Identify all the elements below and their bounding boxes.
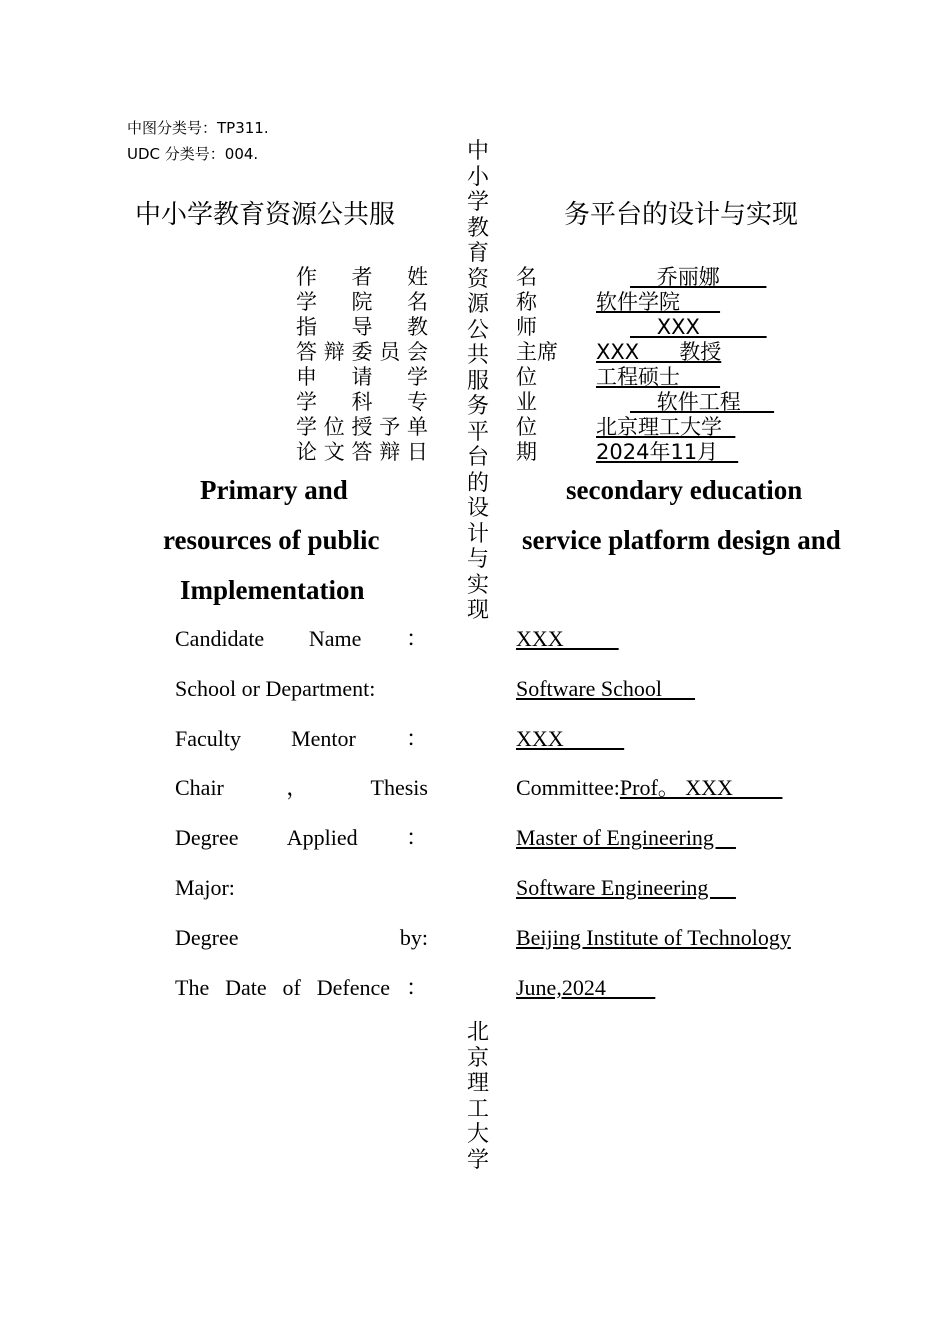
en-info-label — [175, 823, 428, 853]
en-info-label — [175, 923, 428, 953]
cn-info-label — [296, 265, 428, 290]
vertical-title-char: 平 — [466, 419, 489, 445]
vertical-school-char: 北 — [466, 1020, 489, 1045]
en-info-label-word: Mentor — [291, 725, 356, 751]
cn-info-label-char: 辩 — [323, 340, 345, 364]
vertical-title-char: 服 — [466, 368, 489, 394]
en-info-label — [175, 773, 428, 803]
cn-info-label-char: 指 — [296, 315, 317, 339]
cn-info-label-char: 予 — [379, 415, 401, 439]
vertical-title-char: 设 — [466, 496, 489, 521]
vertical-title-char: 实 — [466, 572, 489, 598]
cn-info-value: XXX — [630, 315, 767, 339]
cn-info-label-char: 者 — [351, 265, 373, 289]
en-info-row — [0, 724, 950, 754]
vertical-title-char: 中 — [466, 139, 489, 164]
en-info-value-group — [516, 973, 655, 1003]
cn-info-label-char: 申 — [296, 365, 317, 389]
cn-info-label — [296, 440, 428, 465]
en-info-label-word: ： — [405, 725, 428, 751]
en-info-label-word: ， — [286, 775, 309, 801]
cn-info-label — [296, 340, 428, 365]
title-en-left-line-3: Implementation — [180, 575, 365, 605]
cn-info-value: 2024年11月 — [596, 440, 739, 464]
vertical-school-char: 京 — [466, 1045, 489, 1071]
cn-info-value: 软件学院 — [596, 290, 721, 314]
en-info-value-group — [516, 724, 624, 754]
cn-info-label-char: 导 — [351, 315, 373, 339]
en-info-label-word: of — [282, 974, 301, 1000]
cn-info-label-tail: 业 — [516, 390, 537, 414]
cn-info-label — [296, 315, 428, 340]
cn-info-label-char: 日 — [407, 440, 428, 464]
udc-classification: UDC 分类号：004. — [127, 145, 259, 163]
cn-info-label-char: 请 — [351, 365, 373, 389]
cn-info-row — [0, 265, 950, 290]
title-cn-right: 务平台的设计与实现 — [564, 200, 799, 230]
en-info-label-word: Defence — [316, 974, 391, 1000]
en-info-value: Prof。 XXX — [619, 775, 783, 801]
cn-info-row — [0, 415, 950, 440]
vertical-title-char: 台 — [466, 445, 489, 470]
en-info-value: XXX — [516, 725, 625, 751]
en-info-row — [0, 674, 950, 704]
en-info-label-word: by: — [399, 924, 428, 950]
cn-info-label-char: 学 — [296, 415, 317, 439]
en-info-label — [175, 973, 428, 1003]
cn-info-label-char: 姓 — [407, 265, 428, 289]
vertical-title-char: 公 — [466, 317, 489, 343]
cn-info-value: 软件工程 — [630, 390, 775, 414]
cn-info-label-char: 院 — [351, 290, 373, 314]
cn-info-label-tail: 主席 — [516, 340, 558, 364]
en-info-label — [175, 724, 428, 754]
en-info-label-word: Applied — [286, 825, 358, 851]
title-en-right-line-2: service platform design and — [522, 525, 841, 555]
en-info-label-word: Name — [308, 626, 362, 651]
en-info-value: Software School — [516, 675, 696, 701]
cn-info-label-char: 专 — [407, 390, 428, 414]
vertical-school-char: 大 — [466, 1122, 489, 1147]
vertical-title-char: 现 — [466, 598, 489, 623]
en-info-label-word: School or Department: — [175, 675, 376, 701]
cn-info-label-char: 答 — [351, 440, 373, 464]
vertical-school-name — [464, 1020, 492, 1173]
vertical-title-char: 学 — [466, 190, 489, 215]
cn-info-label-char: 教 — [407, 315, 428, 339]
cn-info-label-char: 名 — [407, 290, 428, 314]
en-info-label-word: Major: — [175, 875, 235, 900]
en-info-row — [0, 823, 950, 853]
cn-info-label — [296, 390, 428, 415]
en-info-label — [175, 624, 428, 654]
cn-info-label-char: 辩 — [379, 440, 401, 464]
vertical-title-char: 教 — [466, 215, 489, 241]
cn-info-label-char: 论 — [296, 440, 317, 464]
cn-info-label-tail: 称 — [516, 290, 537, 314]
cn-info-label-tail: 位 — [516, 365, 537, 389]
vertical-title-char: 的 — [466, 470, 489, 496]
en-info-row — [0, 773, 950, 803]
vertical-title-char: 共 — [466, 343, 489, 368]
vertical-title-char: 资 — [466, 266, 489, 292]
title-en-left-line-1: Primary and — [200, 475, 348, 505]
cn-info-label — [296, 415, 428, 440]
en-info-label-word: Degree — [175, 825, 239, 851]
cn-info-label-char: 答 — [296, 340, 317, 364]
vertical-title-char: 源 — [466, 292, 489, 317]
cn-info-row — [0, 340, 950, 365]
title-cn-left: 中小学教育资源公共服 — [135, 200, 396, 230]
en-info-value: Software Engineering — [516, 875, 736, 900]
vertical-school-char: 学 — [466, 1147, 489, 1173]
cn-info-value: 乔丽娜 — [630, 265, 767, 289]
cn-info-row — [0, 365, 950, 390]
cn-info-value: XXX 教授 — [596, 340, 722, 364]
vertical-title-char: 育 — [466, 241, 489, 266]
cn-info-label-tail: 师 — [516, 315, 537, 339]
cn-info-label-char: 文 — [323, 440, 345, 464]
en-info-row — [0, 923, 950, 953]
cn-info-label-char: 科 — [351, 390, 373, 414]
en-info-label — [175, 873, 428, 903]
cn-info-label — [296, 290, 428, 315]
en-info-value: Master of Engineering — [516, 825, 736, 851]
cn-info-value: 北京理工大学 — [596, 415, 736, 439]
en-info-value-group — [516, 773, 782, 803]
en-info-label-word: Chair — [175, 775, 224, 801]
vertical-title-char: 与 — [466, 547, 489, 572]
cn-info-label-char: 授 — [351, 415, 373, 439]
cn-info-label — [296, 365, 428, 390]
cn-info-label-tail: 期 — [516, 440, 537, 464]
cn-info-label-tail: 名 — [516, 265, 537, 289]
en-info-row — [0, 873, 950, 903]
cn-classification: 中图分类号：TP311. — [127, 119, 269, 137]
en-info-value-group — [516, 674, 695, 704]
en-info-value: XXX — [516, 626, 619, 651]
cn-info-label-char: 学 — [296, 290, 317, 314]
en-info-label-word: Degree — [175, 924, 239, 950]
en-info-label-word: ： — [405, 974, 428, 1000]
cn-info-label-char: 单 — [407, 415, 428, 439]
vertical-title-char: 小 — [466, 164, 489, 190]
en-info-prefix: Committee: — [516, 775, 620, 801]
cn-info-label-char: 员 — [379, 340, 401, 364]
en-info-label-word: ： — [405, 825, 428, 851]
en-info-label-word: Candidate — [175, 626, 265, 651]
en-info-value: June,2024 — [516, 974, 656, 1000]
en-info-label-word: ： — [405, 626, 428, 651]
en-info-row — [0, 624, 950, 654]
en-info-value-group — [516, 823, 736, 853]
title-en-left-line-2: resources of public — [163, 525, 380, 555]
cn-info-row — [0, 315, 950, 340]
cn-info-label-char: 位 — [323, 415, 345, 439]
cn-info-label-char: 会 — [407, 340, 428, 364]
title-en-right-line-1: secondary education — [566, 475, 803, 505]
cn-info-row — [0, 440, 950, 465]
en-info-value-group — [516, 923, 791, 953]
cn-info-label-char: 作 — [296, 265, 317, 289]
en-info-label-word: Faculty — [175, 725, 241, 751]
vertical-school-char: 理 — [466, 1071, 489, 1096]
en-info-label — [175, 674, 428, 704]
cn-info-value: 工程硕士 — [596, 365, 721, 389]
vertical-title-char: 务 — [466, 394, 489, 419]
cn-info-row — [0, 290, 950, 315]
en-info-value-group — [516, 624, 619, 654]
cn-info-label-tail: 位 — [516, 415, 537, 439]
vertical-school-char: 工 — [466, 1096, 489, 1122]
cn-info-label-char: 学 — [407, 365, 428, 389]
en-info-row — [0, 973, 950, 1003]
en-info-label-word: Thesis — [370, 775, 428, 801]
en-info-value-group — [516, 873, 736, 903]
en-info-value: Beijing Institute of Technology — [516, 924, 791, 950]
vertical-title-char: 计 — [466, 521, 489, 547]
cn-info-row — [0, 390, 950, 415]
en-info-label-word: Date — [225, 974, 267, 1000]
cn-info-label-char: 学 — [296, 390, 317, 414]
en-info-label-word: The — [175, 974, 210, 1000]
cn-info-label-char: 委 — [351, 340, 373, 364]
